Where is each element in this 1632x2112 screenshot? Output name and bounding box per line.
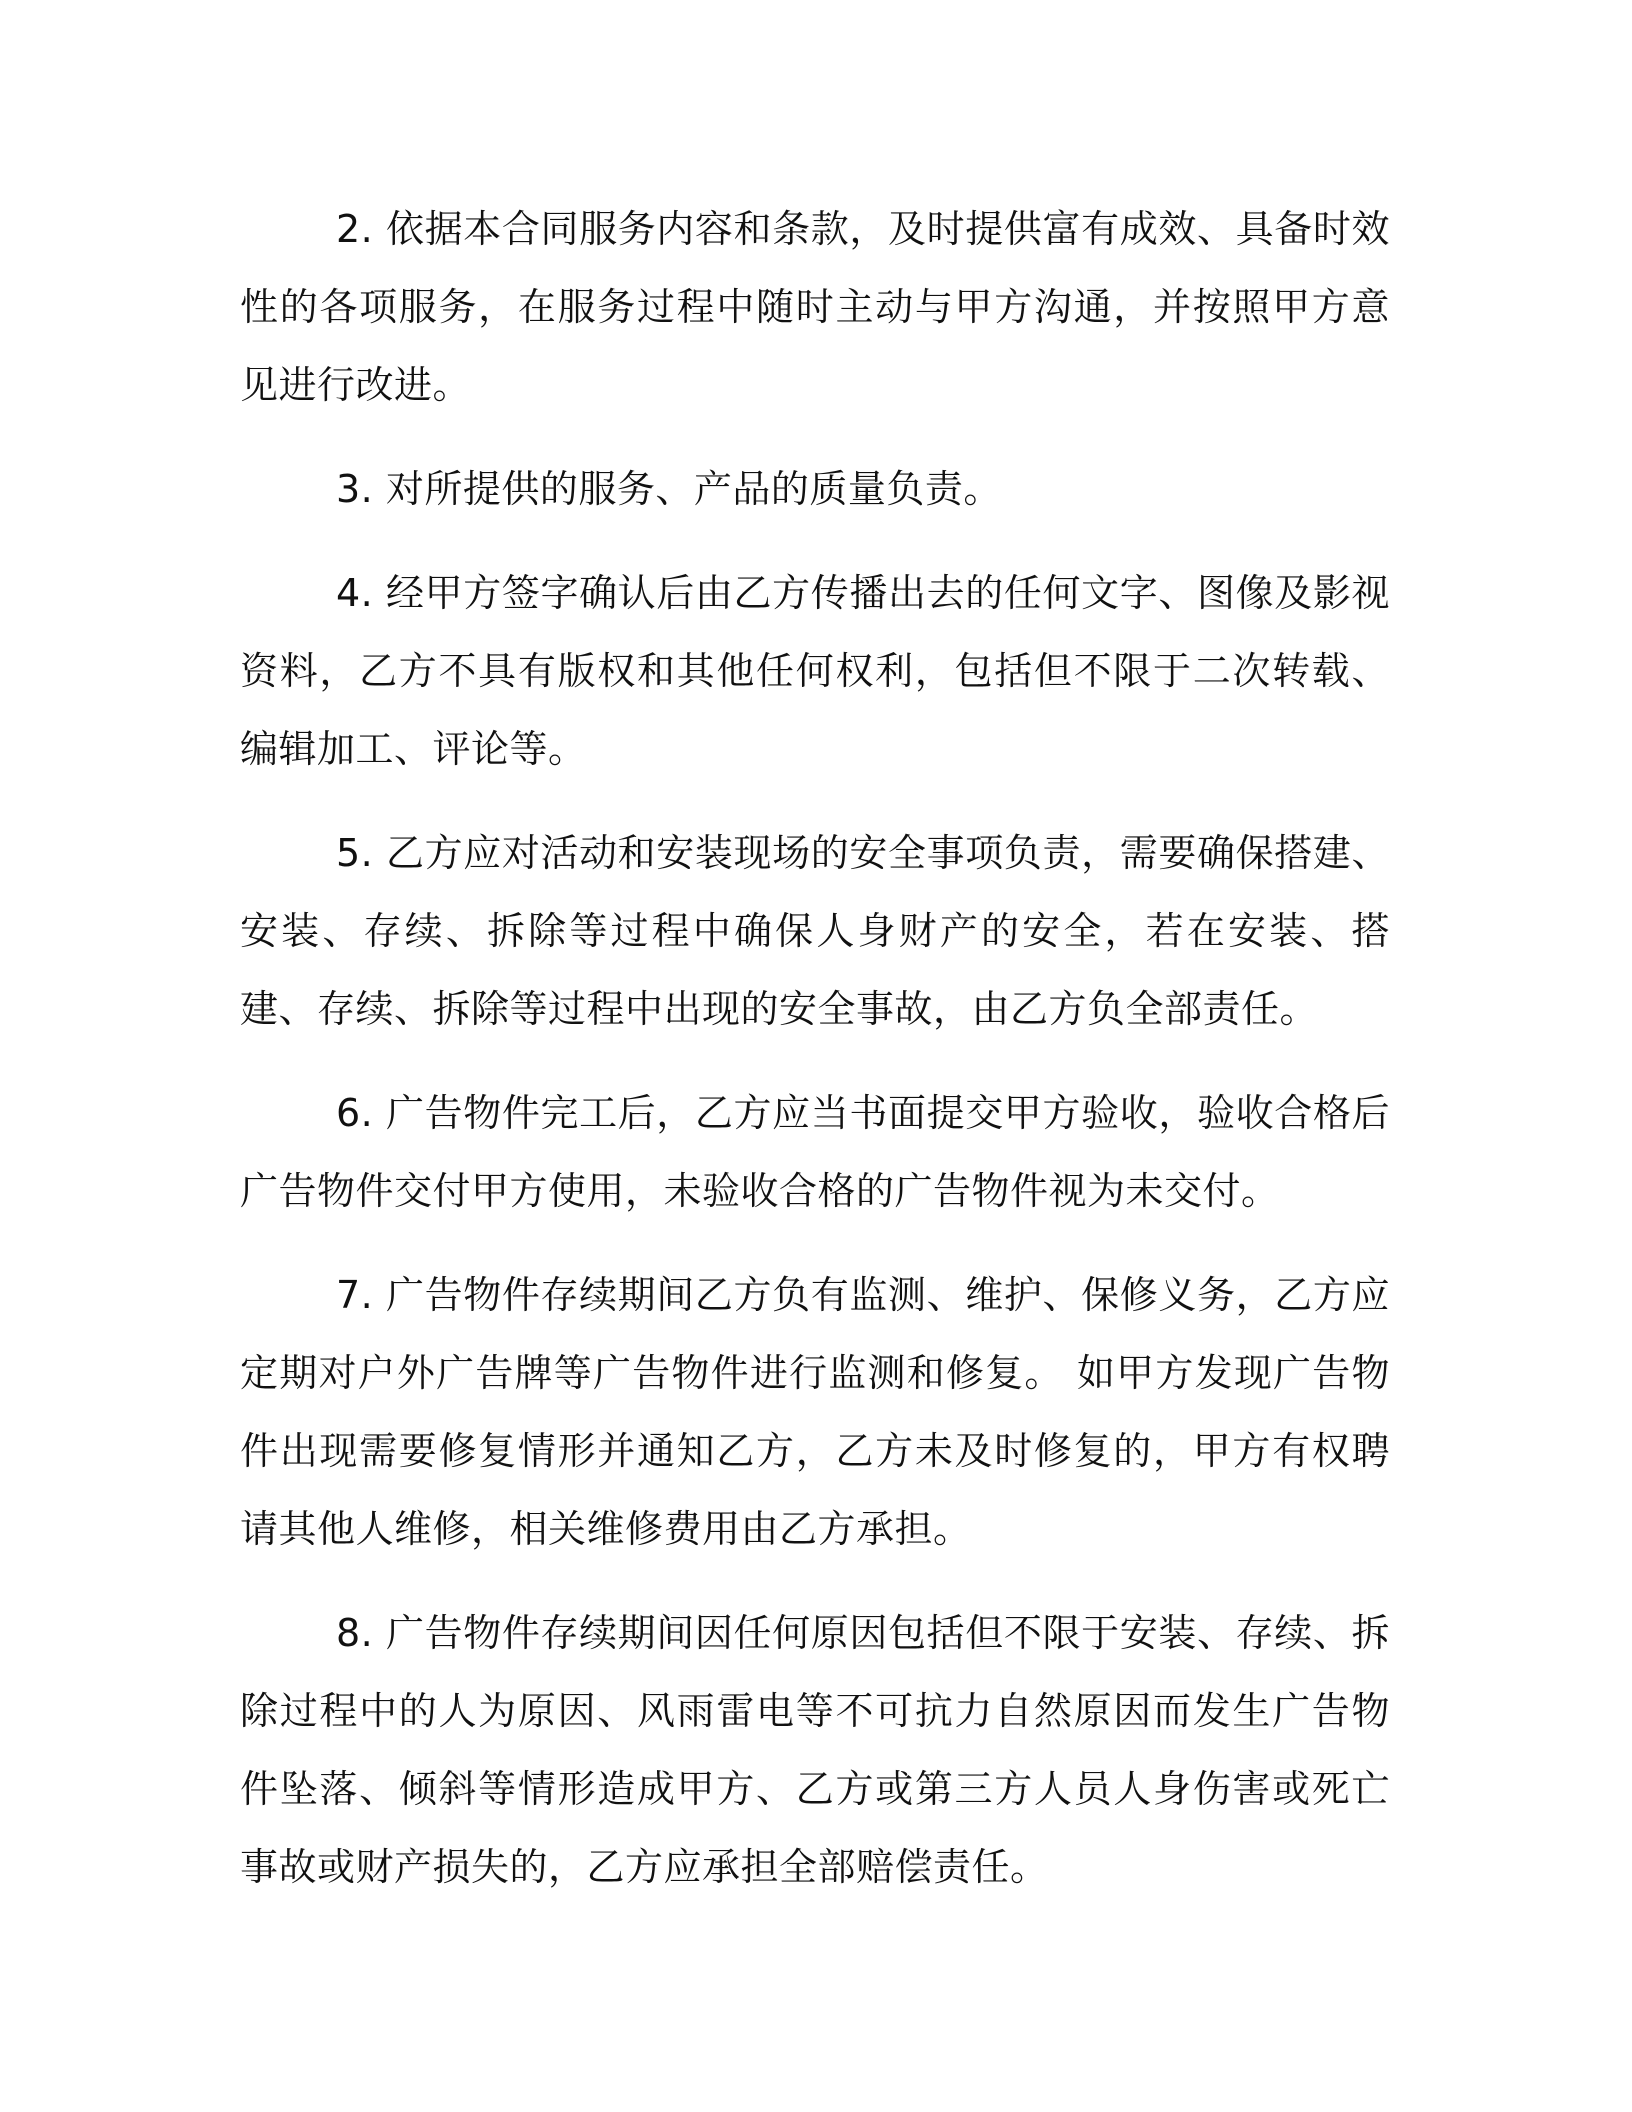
clause-7: 7. 广告物件存续期间乙方负有监测、维护、保修义务，乙方应定期对户外广告牌等广告物件进行监测和修复。 如甲方发现广告物件出现需要修复情形并通知乙方，乙方未及时修复的，甲方有权聘请其他人维修，相关维修费用由乙方承担。 <box>240 1273 1390 1551</box>
clause-8: 8. 广告物件存续期间因任何原因包括但不限于安装、存续、拆除过程中的人为原因、风雨雷电等不可抗力自然原因而发生广告物件坠落、倾斜等情形造成甲方、乙方或第三方人员人身伤害或死亡事故或财产损失的，乙方应承担全部赔偿责任。 <box>240 1611 1390 1889</box>
clause-6: 6. 广告物件完工后，乙方应当书面提交甲方验收，验收合格后广告物件交付甲方使用，未验收合格的广告物件视为未交付。 <box>240 1091 1390 1213</box>
clause-2: 2. 依据本合同服务内容和条款，及时提供富有成效、具备时效性的各项服务，在服务过程中随时主动与甲方沟通，并按照甲方意见进行改进。 <box>240 207 1390 407</box>
clause-4: 4. 经甲方签字确认后由乙方传播出去的任何文字、图像及影视资料，乙方不具有版权和其他任何权利，包括但不限于二次转载、编辑加工、评论等。 <box>240 571 1390 771</box>
clause-5: 5. 乙方应对活动和安装现场的安全事项负责，需要确保搭建、安装、存续、拆除等过程中确保人身财产的安全，若在安装、搭建、存续、拆除等过程中出现的安全事故，由乙方负全部责任。 <box>240 831 1390 1031</box>
clause-3: 3. 对所提供的服务、产品的质量负责。 <box>336 467 1002 511</box>
contract-body <box>240 190 1390 1932</box>
